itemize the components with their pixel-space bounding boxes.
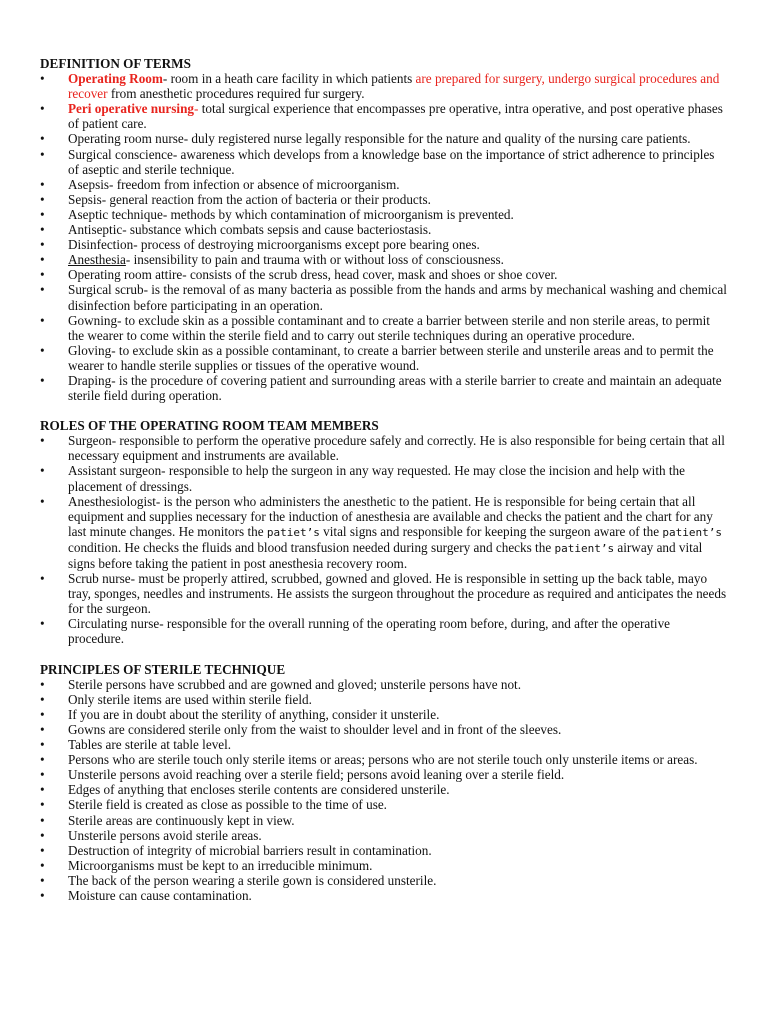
list-item: • Only sterile items are used within sterile field.: [40, 692, 728, 707]
role-text: vital signs and responsible for keeping the surgeon aware of the: [319, 523, 663, 539]
section-heading: ROLES OF THE OPERATING ROOM TEAM MEMBERS: [40, 418, 379, 434]
section-heading: DEFINITION OF TERMS: [40, 56, 191, 71]
team-roles-section: [40, 418, 728, 646]
list-item: • Assistant surgeon- responsible to help the surgeon in any way requested. He may close the incision and help with the placement of dressings.: [40, 463, 728, 493]
list-item: [40, 494, 728, 571]
term-anesthesia: Anesthesia: [68, 252, 126, 268]
list-item: • Destruction of integrity of microbial barriers result in contamination.: [40, 843, 728, 858]
list-item: • Unsterile persons avoid reaching over a sterile field; persons avoid leaning over a sterile field.: [40, 767, 728, 782]
list-item: [40, 101, 728, 131]
list-item: • Unsterile persons avoid sterile areas.: [40, 828, 728, 843]
list-item: • Sterile areas are continuously kept in view.: [40, 813, 728, 828]
definition-of-terms-section: [40, 56, 728, 403]
principles-list: [40, 677, 728, 903]
list-item: • Microorganisms must be kept to an irreducible minimum.: [40, 858, 728, 873]
role-text: patient’s: [662, 525, 723, 539]
list-item: • Antiseptic- substance which combats sepsis and cause bacteriostasis.: [40, 222, 728, 237]
list-item: • Scrub nurse- must be properly attired, scrubbed, gowned and gloved. He is responsible in setting up the back table, mayo tray, sponges, needles and instruments. He assists the surgeon throughout the procedure as required and anticipates the needs for the surgeon.: [40, 571, 728, 616]
list-item: • Tables are sterile at table level.: [40, 737, 728, 752]
definition-text: - room in a heath care facility in which patients: [162, 71, 416, 87]
role-text: condition. He checks the fluids and blood transfusion needed during surgery and checks the: [68, 539, 555, 555]
list-item: • Aseptic technique- methods by which contamination of microorganism is prevented.: [40, 207, 728, 222]
list-item: • Edges of anything that encloses sterile contents are considered unsterile.: [40, 782, 728, 797]
list-item: • Moisture can cause contamination.: [40, 888, 728, 903]
section-heading: PRINCIPLES OF STERILE TECHNIQUE: [40, 661, 286, 677]
role-text: patient’s: [554, 541, 615, 555]
list-item: [40, 71, 728, 101]
list-item: • Surgical conscience- awareness which develops from a knowledge base on the importance of strict adherence to principles of aseptic and sterile technique.: [40, 147, 728, 177]
list-item: • Gowns are considered sterile only from the waist to shoulder level and in front of the sleeves.: [40, 722, 728, 737]
list-item: • Operating room attire- consists of the scrub dress, head cover, mask and shoes or shoe cover.: [40, 267, 728, 282]
list-item: • Sterile field is created as close as possible to the time of use.: [40, 797, 728, 812]
list-item: • If you are in doubt about the sterility of anything, consider it unsterile.: [40, 707, 728, 722]
term-perioperative-nursing: Peri operative nursing: [68, 101, 194, 117]
definition-text: total surgical experience that encompasses pre operative, intra operative, and post operative phases of patient care.: [68, 101, 723, 132]
list-item: • Draping- is the procedure of covering patient and surrounding areas with a sterile barrier to create and maintain an adequate sterile field during operation.: [40, 373, 728, 403]
role-text: Anesthesiologist- is the person who administers the anesthetic to the patient. He is responsible for being certain that all equipment and supplies necessary for the induction of anesthesia are available and checks the patient and the chart for any last minute changes. He monitors the: [68, 493, 713, 539]
list-item: • Sterile persons have scrubbed and are gowned and gloved; unsterile persons have not.: [40, 677, 728, 692]
definitions-list: [40, 71, 728, 403]
list-item: • Asepsis- freedom from infection or absence of microorganism.: [40, 177, 728, 192]
sterile-technique-section: [40, 662, 728, 904]
list-item: • Surgeon- responsible to perform the operative procedure safely and correctly. He is also responsible for being certain that all necessary equipment and instruments are available.: [40, 433, 728, 463]
list-item: • Circulating nurse- responsible for the overall running of the operating room before, during, and after the operative procedure.: [40, 616, 728, 646]
list-item: • Gloving- to exclude skin as a possible contaminant, to create a barrier between sterile and unsterile areas and to permit the wearer to handle sterile supplies or tissues of the operative wound.: [40, 343, 728, 373]
list-item: • Disinfection- process of destroying microorganisms except pore bearing ones.: [40, 237, 728, 252]
list-item: • Persons who are sterile touch only sterile items or areas; persons who are not sterile touch only unsterile items or areas.: [40, 752, 728, 767]
list-item: • Operating room nurse- duly registered nurse legally responsible for the nature and quality of the nursing care patients.: [40, 131, 728, 146]
highlighted-dash: -: [194, 101, 199, 117]
list-item: [40, 252, 728, 267]
definition-text: - insensibility to pain and trauma with or without loss of consciousness.: [125, 252, 504, 268]
definition-text: from anesthetic procedures required fur surgery.: [107, 86, 365, 102]
list-item: • Sepsis- general reaction from the action of bacteria or their products.: [40, 192, 728, 207]
list-item: • The back of the person wearing a sterile gown is considered unsterile.: [40, 873, 728, 888]
list-item: • Gowning- to exclude skin as a possible contaminant and to create a barrier between sterile and non sterile areas, to permit the wearer to come within the sterile field and to carry out sterile techniques during an operative procedure.: [40, 313, 728, 343]
highlighted-text: are prepared for surgery, undergo surgical procedures and recover: [68, 71, 720, 102]
term-operating-room: Operating Room: [68, 71, 163, 87]
role-text: patiet’s: [266, 525, 320, 539]
role-text: airway and vital signs before taking the patient in post anesthesia recovery room.: [68, 539, 703, 571]
roles-list: [40, 433, 728, 646]
list-item: • Surgical scrub- is the removal of as many bacteria as possible from the hands and arms by mechanical washing and chemical disinfection before participating in an operation.: [40, 282, 728, 312]
